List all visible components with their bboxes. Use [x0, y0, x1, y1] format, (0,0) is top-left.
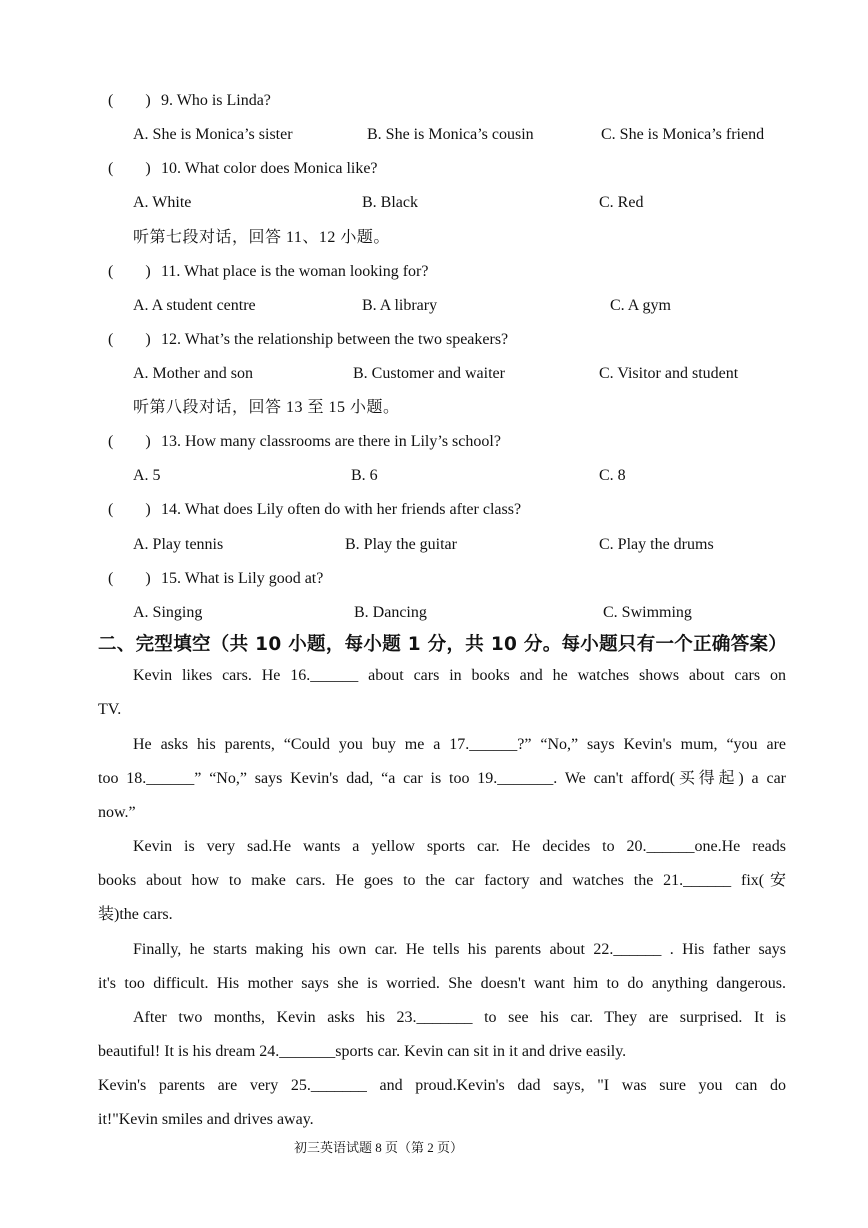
question-11-option-c: C. A gym — [610, 297, 671, 314]
question-15-option-a: A. Singing — [133, 604, 203, 621]
question-10-stem: 10. What color does Monica like? — [161, 160, 378, 177]
question-12-option-b: B. Customer and waiter — [353, 365, 505, 382]
passage-line: it's too difficult. His mother says she is worried. She doesn't want him to do anything dangerous. — [98, 975, 786, 992]
question-10-option-a: A. White — [133, 194, 192, 211]
question-13-option-a: A. 5 — [133, 467, 161, 484]
passage-line: After two months, Kevin asks his 23._______ to see his car. They are surprised. It is — [133, 1009, 786, 1026]
question-10-option-c: C. Red — [599, 194, 644, 211]
question-9-option-a: A. She is Monica’s sister — [133, 126, 293, 143]
answer-blank-12: ( ) — [108, 331, 151, 348]
passage-line: Kevin is very sad.He wants a yellow sports car. He decides to 20.______one.He reads — [133, 838, 786, 855]
question-13-option-c: C. 8 — [599, 467, 626, 484]
passage-line: it!"Kevin smiles and drives away. — [98, 1111, 314, 1128]
question-9-option-c: C. She is Monica’s friend — [601, 126, 765, 143]
answer-blank-11: ( ) — [108, 263, 151, 280]
question-14-option-b: B. Play the guitar — [345, 536, 457, 553]
passage-line: now.” — [98, 804, 136, 821]
question-11-option-b: B. A library — [362, 297, 438, 314]
answer-blank-14: ( ) — [108, 501, 151, 518]
page-footer: 初三英语试题 8 页（第 2 页） — [294, 1140, 464, 1155]
passage-line: TV. — [98, 701, 122, 718]
answer-blank-9: ( ) — [108, 92, 151, 109]
passage-line: Kevin likes cars. He 16.______ about cars in books and he watches shows about cars on — [133, 667, 786, 684]
question-15-stem: 15. What is Lily good at? — [161, 570, 324, 587]
passage-line: Kevin's parents are very 25._______ and proud.Kevin's dad says, "I was sure you can do — [98, 1077, 786, 1094]
question-11-stem: 11. What place is the woman looking for? — [161, 263, 429, 280]
question-9-option-b: B. She is Monica’s cousin — [367, 126, 534, 143]
question-14-stem: 14. What does Lily often do with her friends after class? — [161, 501, 522, 518]
answer-blank-13: ( ) — [108, 433, 151, 450]
question-14-option-c: C. Play the drums — [599, 536, 714, 553]
passage-line: too 18.______” “No,” says Kevin's dad, “a car is too 19._______. We can't afford(买得起) a car — [98, 770, 786, 787]
dialogue-8-instruction: 听第八段对话，回答 13 至 15 小题。 — [133, 399, 400, 416]
passage-line: 装)the cars. — [98, 906, 173, 923]
question-15-option-b: B. Dancing — [354, 604, 427, 621]
question-12-option-c: C. Visitor and student — [599, 365, 739, 382]
passage-line: beautiful! It is his dream 24._______sports car. Kevin can sit in it and drive easily. — [98, 1043, 627, 1060]
passage-line: He asks his parents, “Could you buy me a 17.______?” “No,” says Kevin's mum, “you are — [133, 736, 786, 753]
question-12-option-a: A. Mother and son — [133, 365, 253, 382]
question-13-option-b: B. 6 — [351, 467, 378, 484]
question-15-option-c: C. Swimming — [603, 604, 692, 621]
question-12-stem: 12. What’s the relationship between the two speakers? — [161, 331, 509, 348]
question-14-option-a: A. Play tennis — [133, 536, 224, 553]
question-10-option-b: B. Black — [362, 194, 418, 211]
question-13-stem: 13. How many classrooms are there in Lily’s school? — [161, 433, 501, 450]
section-2-title: 二、完型填空（共 10 小题，每小题 1 分，共 10 分。每小题只有一个正确答案） — [98, 634, 788, 655]
passage-line: Finally, he starts making his own car. He tells his parents about 22.______ . His father says — [133, 941, 786, 958]
question-9-stem: 9. Who is Linda? — [161, 92, 271, 109]
dialogue-7-instruction: 听第七段对话，回答 11、12 小题。 — [133, 229, 390, 246]
answer-blank-15: ( ) — [108, 570, 151, 587]
question-11-option-a: A. A student centre — [133, 297, 256, 314]
passage-line: books about how to make cars. He goes to the car factory and watches the 21.______ fix(安 — [98, 872, 786, 889]
answer-blank-10: ( ) — [108, 160, 151, 177]
